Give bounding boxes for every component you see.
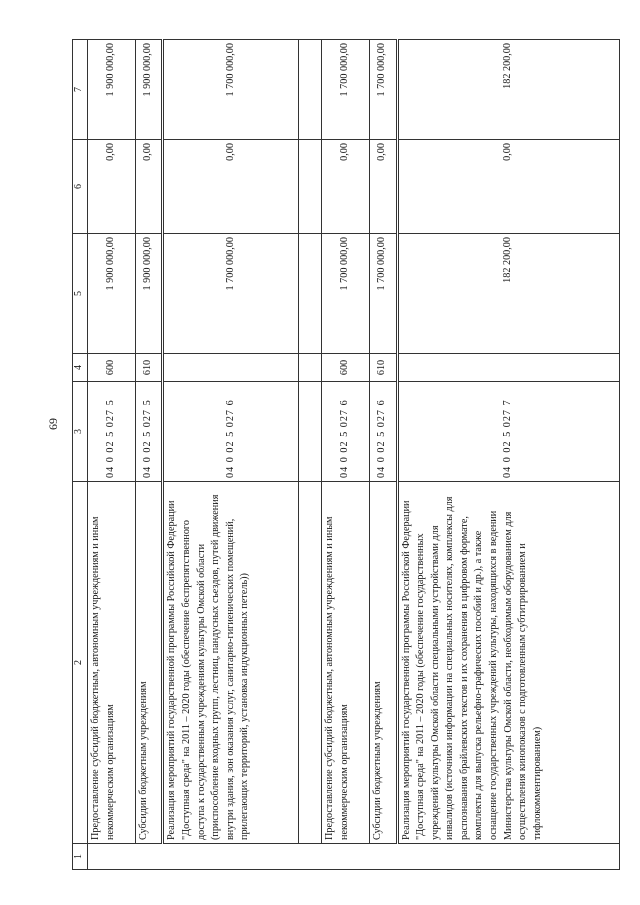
row-value-7: 1 700 000,00 — [163, 40, 299, 140]
row-value-7: 182 200,00 — [397, 40, 620, 140]
column-header: 3 — [73, 382, 88, 482]
column-header: 7 — [73, 40, 88, 140]
row-value-6: 0,00 — [369, 140, 397, 234]
row-vr: 600 — [88, 354, 136, 382]
column-header: 4 — [73, 354, 88, 382]
table-row — [322, 40, 370, 870]
row-value-6: 0,00 — [322, 140, 370, 234]
row-value-7: 1 700 000,00 — [322, 40, 370, 140]
row-name: Предоставление субсидий бюджетным, автономным учреждениям и иным некоммерческим организациям — [322, 482, 370, 844]
budget-table-sheet — [72, 40, 620, 870]
row-value-5: 1 700 000,00 — [322, 234, 370, 354]
row-value-5: 182 200,00 — [397, 234, 620, 354]
row-vr — [397, 354, 620, 382]
row-code: 04 0 02 5 027 5 — [88, 382, 136, 482]
row-name: Реализация мероприятий государственной программы Российской Федерации "Доступная среда" на 2011 – 2020 годы (обеспечение беспрепятственного доступа к государственным учреждениям культуры Омской области (приспособление входных групп, лестниц, пандусных съездов, путей движения внутри здания, зон оказания услуг, санитарно-гигиенических помещений, прилегающих территорий, установка индукционных петель)) — [163, 482, 299, 844]
row-code: 04 0 02 5 027 6 — [322, 382, 370, 482]
row-value-6: 0,00 — [163, 140, 299, 234]
column-header: 6 — [73, 140, 88, 234]
table-row — [135, 40, 163, 870]
row-value-6: 0,00 — [397, 140, 620, 234]
column-header: 1 — [73, 844, 88, 870]
row-name: Реализация мероприятий государственной программы Российской Федерации "Доступная среда" на 2011 – 2020 годы (обеспечение государственных учреждений культуры Омской области специальными устройствами для инвалидов (источники информации на специальных носителях, комплексы для распознавания брайлевских текстов и их сохранения в цифровом формате, комплекты для выпуска рельефно-графических пособий и др.), а также оснащение государственных учреждений культуры, находящихся в ведении Министерства культуры Омской области, необходимым оборудованием для осуществления кинопоказов с подготовленным субтитрированием и тифлокомментированием) — [397, 482, 620, 844]
spacer-row — [299, 40, 322, 870]
row-value-7: 1 700 000,00 — [369, 40, 397, 140]
row-value-5: 1 700 000,00 — [369, 234, 397, 354]
table-row — [369, 40, 397, 870]
column-number-row — [73, 40, 88, 870]
row-value-7: 1 900 000,00 — [88, 40, 136, 140]
budget-table — [72, 39, 620, 870]
row-name: Предоставление субсидий бюджетным, автономным учреждениям и иным некоммерческим организациям — [88, 482, 136, 844]
row-value-5: 1 900 000,00 — [88, 234, 136, 354]
row-code: 04 0 02 5 027 6 — [369, 382, 397, 482]
row-code: 04 0 02 5 027 7 — [397, 382, 620, 482]
row-value-7: 1 900 000,00 — [135, 40, 163, 140]
page-number: 69 — [46, 418, 60, 430]
table-row — [163, 40, 299, 870]
table-row — [397, 40, 620, 870]
row-code: 04 0 02 5 027 5 — [135, 382, 163, 482]
table-row — [88, 40, 136, 870]
row-code: 04 0 02 5 027 6 — [163, 382, 299, 482]
row-value-6: 0,00 — [88, 140, 136, 234]
row-vr — [163, 354, 299, 382]
row-name: Субсидии бюджетным учреждениям — [369, 482, 397, 844]
row-name: Субсидии бюджетным учреждениям — [135, 482, 163, 844]
column-header: 2 — [73, 482, 88, 844]
row-number-cell — [88, 844, 620, 870]
row-vr: 610 — [369, 354, 397, 382]
row-value-5: 1 700 000,00 — [163, 234, 299, 354]
row-vr: 610 — [135, 354, 163, 382]
row-vr: 600 — [322, 354, 370, 382]
column-header: 5 — [73, 234, 88, 354]
row-value-6: 0,00 — [135, 140, 163, 234]
row-value-5: 1 900 000,00 — [135, 234, 163, 354]
